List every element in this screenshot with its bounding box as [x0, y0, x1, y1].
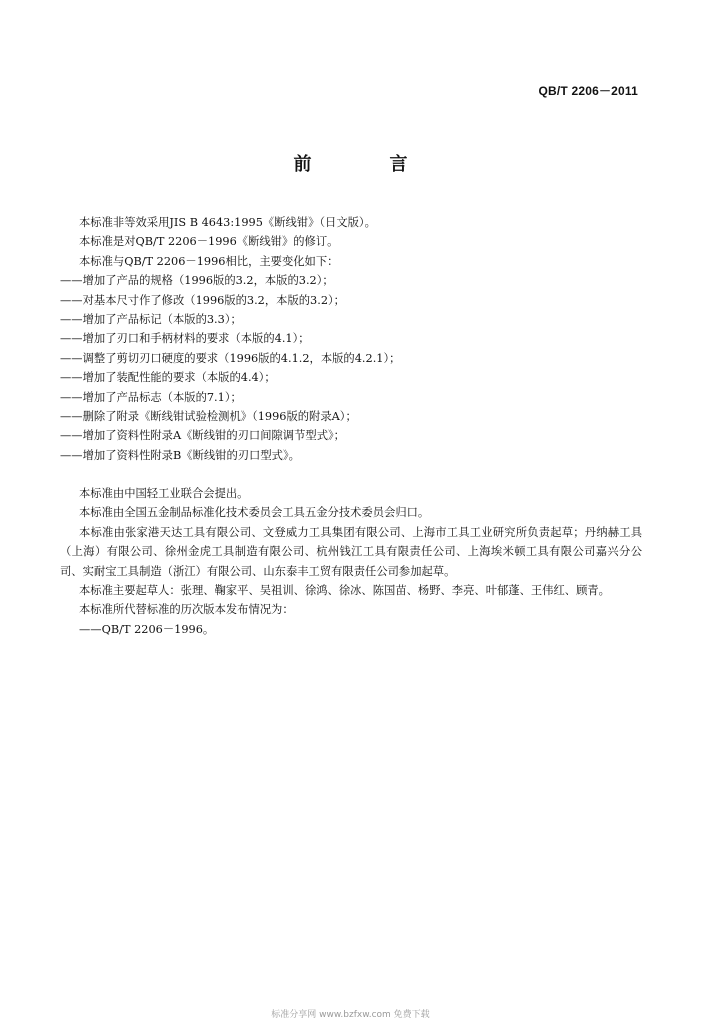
change-item: ——调整了剪切刃口硬度的要求（1996版的4.1.2，本版的4.2.1）；: [60, 351, 401, 365]
proposer-line: 本标准由中国轻工业联合会提出。: [79, 487, 249, 500]
footer-watermark: 标准分享网 www.bzfxw.com 免费下载: [271, 1010, 430, 1020]
intro-line: 本标准是对QB/T 2206－1996《断线钳》的修订。: [79, 235, 339, 249]
intro-line: 本标准非等效采用JIS B 4643:1995《断线钳》（日文版）。: [79, 216, 376, 229]
change-item: ——增加了产品标记（本版的3.3）；: [60, 313, 242, 327]
foreword-changes-section: [60, 213, 642, 465]
change-item: ——对基本尺寸作了修改（1996版的3.2，本版的3.2）；: [60, 293, 345, 307]
change-item: ——增加了产品标志（本版的7.1）；: [60, 390, 242, 404]
main-drafters-paragraph: 本标准主要起草人：张理、鞠家平、吴祖训、徐鸿、徐冰、陈国苗、杨野、李亮、叶郁蓬、王伟红、顾青。: [79, 584, 610, 598]
change-item: ——增加了资料性附录B《断线钳的刃口型式》。: [60, 448, 300, 462]
history-item: ——QB/T 2206－1996。: [79, 622, 215, 636]
standard-code: QB/T 2206－2011: [538, 84, 638, 98]
centralized-by-line: 本标准由全国五金制品标准化技术委员会工具五金分技术委员会归口。: [79, 506, 430, 520]
change-item: ——增加了刃口和手柄材料的要求（本版的4.1）；: [60, 332, 310, 346]
change-item: ——增加了产品的规格（1996版的3.2，本版的3.2）；: [60, 274, 334, 288]
change-item: ——删除了附录《断线钳试验检测机》（1996版的附录A）；: [60, 410, 357, 424]
foreword-body-section: [60, 484, 642, 639]
history-intro-line: 本标准所代替标准的历次版本发布情况为：: [79, 603, 294, 617]
drafting-organizations-paragraph: 本标准由张家港天达工具有限公司、文登威力工具集团有限公司、上海市工具工业研究所负责起草；丹纳赫工具（上海）有限公司、徐州金虎工具制造有限公司、杭州钱江工具有限责任公司、上海埃米顿工具有限公司嘉兴分公司、实耐宝工具制造（浙江）有限公司、山东泰丰工贸有限责任公司参加起草。: [60, 525, 642, 578]
intro-line: 本标准与QB/T 2206－1996相比，主要变化如下：: [79, 254, 339, 268]
change-item: ——增加了资料性附录A《断线钳的刃口间隙调节型式》；: [60, 429, 345, 443]
change-item: ——增加了装配性能的要求（本版的4.4）；: [60, 371, 276, 385]
page-title: 前 言: [293, 154, 438, 175]
